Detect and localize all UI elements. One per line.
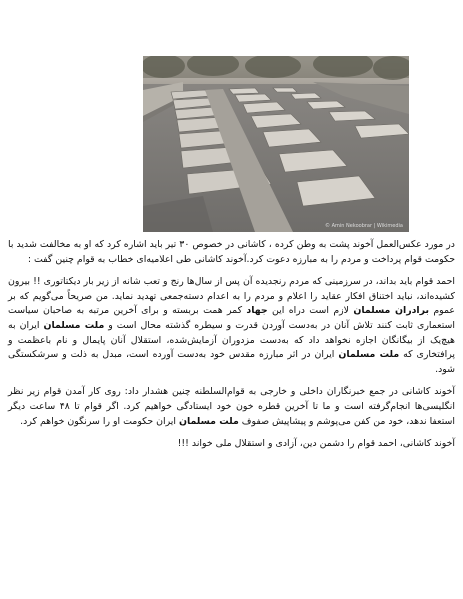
article-text: [8, 238, 455, 460]
text-segment: در مورد عکس‌العمل آخوند پشت به وطن کرده ، کاشانی در خصوص ۳۰ تیر باید اشاره کرد که او به مخالفت شدید با حکومت قوام پرداخت و مردم را به مبارزه دعوت کرد.آخوند کاشانی طی اعلامیه‌ای خطاب به قوام چنین گفت :: [8, 239, 455, 265]
text-segment: احمد قوام باید بداند، در سرزمینی که مردم رنجدیده آن پس از سال‌ها رنج و تعب شانه از زیر بار دیکتاتوری !! بیرون کشیده‌اند، نباید اختناق افکار عقاید را اعلام و مردم را به اعدام دسته‌جمعی تهدید نماید. من صریحاً می‌گویم که بر عموم: [8, 276, 455, 317]
cemetery-graves-illustration: [143, 56, 409, 232]
paragraph-2: [8, 275, 455, 377]
text-segment: لازم است دراه این: [267, 305, 354, 317]
bold-phrase: ملت مسلمان: [338, 349, 400, 361]
text-segment: آخوند کاشانی، احمد قوام را دشمن دین، آزادی و استقلال ملی خواند !!!: [177, 438, 455, 450]
text-segment: کمر همت بربسته و برای آخرین مرتبه به صاحبان سیاست استعماری ثابت کنند تلاش آنان در به‌دست آوردن قدرت و سیطره گذشته محال است و: [8, 305, 455, 331]
bold-phrase: ملت مسلمان: [178, 415, 239, 427]
bold-phrase: برادران مسلمان: [353, 305, 429, 317]
text-segment: آخوند کاشانی در جمع خبرنگاران داخلی و خارجی به قوام‌السلطنه چنین هشدار داد: روی کار آمدن قوام زیر نظر انگلیسی‌ها انجام‌گرفته است و ما تا آخرین قطره خون خود ایستادگی خواهیم کرد. اگر قوام تا ۴۸ ساعت دیگر استعفا ندهد، خود من کفن می‌پوشم و پیشاپیش صفوف: [8, 386, 456, 427]
paragraph-3: [8, 385, 455, 429]
paragraph-1: [8, 238, 455, 267]
text-segment: ایران به هیچ‌یک از بیگانگان اجازه نخواهد داد که به‌دست مزدوران آزمایش‌شده، استقلال آنان پایمال و نام باعظمت و پرافتخاری که: [8, 319, 455, 361]
text-segment: ایران حکومت او را سرنگون خواهم کرد.: [20, 415, 179, 427]
photo-credit: © Amin Nekoobrar | Wikimedia: [325, 223, 403, 229]
text-segment: ایران در اثر مبارزه مقدس خود به‌دست آورده است، مبدل به ذلت و سرشکستگی شود.: [8, 349, 455, 375]
bold-phrase: ملت مسلمان: [43, 319, 105, 331]
cemetery-photo: [143, 56, 409, 232]
paragraph-4: [8, 437, 455, 452]
bold-phrase: جهاد: [246, 305, 268, 317]
